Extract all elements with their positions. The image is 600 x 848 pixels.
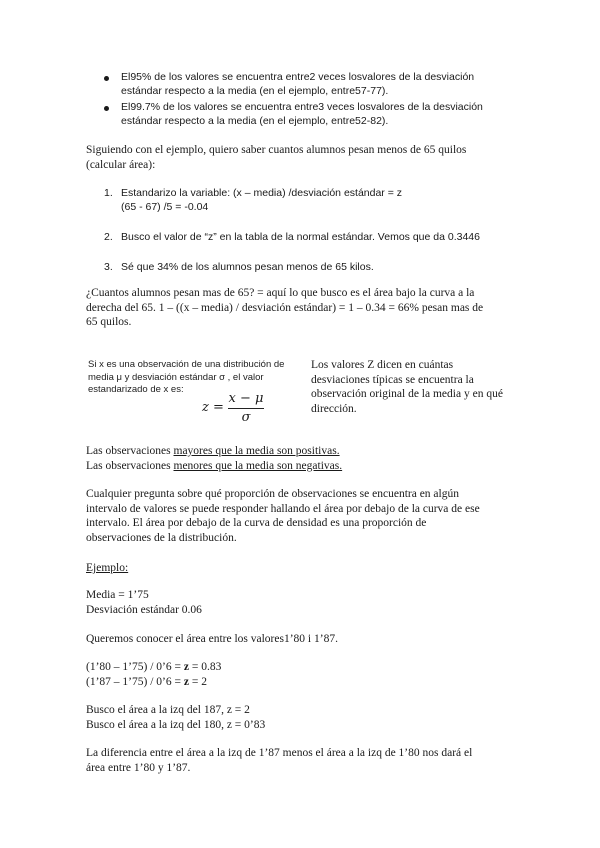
intro-paragraph — [86, 143, 466, 172]
calc-result: = 2 — [188, 675, 207, 688]
text-line: Cualquier pregunta sobre qué proporción de observaciones se encuentra en algún — [86, 488, 459, 500]
text-line — [86, 459, 342, 474]
calc-expr: (1’87 – 1’75) / 0’6 = — [86, 675, 184, 688]
text-prefix: Las observaciones — [86, 445, 174, 457]
calc-line — [86, 675, 221, 690]
step-line: Estandarizo la variable: (x – media) /desviación estándar = z — [121, 187, 403, 199]
bullet-line: El99.7% de los valores se encuentra entre3 veces losvalores de la desviación — [121, 101, 483, 113]
text-line: Busco el área a la izq del 180, z = 0’83 — [86, 718, 266, 731]
step-number: 3. — [104, 261, 113, 273]
text-line — [86, 444, 342, 459]
text-line: Media = 1’75 — [86, 589, 149, 601]
step-item — [121, 186, 402, 214]
step-line: Busco el valor de “z” en la tabla de la normal estándar. Vemos que da 0.3446 — [121, 231, 480, 243]
calc-var: z — [183, 661, 189, 673]
text-line: media μ y desviación estándar σ , el valor — [88, 371, 264, 383]
step-number: 1. — [104, 187, 113, 199]
example-goal: Queremos conocer el área entre los valores1’80 i 1’87. — [86, 633, 338, 645]
calculations — [86, 660, 221, 689]
example-heading: Ejemplo: — [86, 562, 129, 574]
text-line: Los valores Z dicen en cuántas — [311, 359, 454, 371]
formula-lhs: z = — [202, 400, 224, 415]
text-line: estandarizado de x es: — [88, 384, 184, 395]
step-line: (65 - 67) /5 = -0.04 — [121, 201, 209, 213]
step-item — [121, 260, 374, 274]
proportion-paragraph — [86, 487, 480, 545]
calc-expr: (1’80 – 1’75) / 0’6 = — [86, 661, 184, 673]
step-item — [121, 230, 480, 244]
text-line: Si x es una observación de una distribución de — [88, 359, 285, 370]
text-line: Siguiendo con el ejemplo, quiero saber cuantos alumnos pesan menos de 65 quilos — [86, 144, 467, 156]
example-stats — [86, 588, 202, 617]
bullet-line: El95% de los valores se encuentra entre2 veces losvalores de la desviación — [121, 71, 475, 83]
text-line: dirección. — [311, 402, 357, 415]
bullet-line: estándar respecto a la media (en el ejemplo, entre52-82). — [121, 115, 389, 127]
question-more-paragraph — [86, 286, 483, 330]
text-line: Busco el área a la izq del 187, z = 2 — [86, 704, 250, 716]
text-line: ¿Cuantos alumnos pesan mas de 65? = aquí lo que busco es el área bajo la curva a la — [86, 287, 475, 299]
text-line: observación original de la media y en qué — [311, 388, 503, 400]
text-line: área entre 1’80 y 1’87. — [86, 761, 191, 774]
bullet-item — [121, 70, 474, 98]
step-line: Sé que 34% de los alumnos pesan menos de 65 kilos. — [121, 261, 374, 273]
formula-numerator: x − μ — [228, 391, 264, 406]
z-explanation — [311, 358, 503, 416]
bullet-dot-icon — [104, 106, 109, 111]
calc-line — [86, 660, 221, 675]
conclusion-paragraph — [86, 746, 472, 775]
text-line: 65 quilos. — [86, 316, 132, 328]
calc-var: z — [183, 675, 189, 688]
text-line: intervalo de valores se puede responder hallando el área por debajo de la curva de ese — [86, 502, 480, 515]
calc-result: = 0.83 — [188, 661, 222, 673]
standardization-formula-image — [86, 357, 300, 429]
text-line: Desviación estándar 0.06 — [86, 603, 202, 616]
underlined-text: mayores que la media son positivas. — [173, 445, 340, 457]
lookup-lines — [86, 703, 265, 732]
fraction-bar — [228, 408, 264, 409]
text-prefix: Las observaciones — [86, 459, 174, 472]
bullet-line: estándar respecto a la media (en el ejemplo, entre57-77). — [121, 85, 389, 97]
text-line: derecha del 65. 1 – ((x – media) / desviación estándar) = 1 – 0.34 = 66% pesan mas de — [86, 301, 484, 314]
bullet-item — [121, 100, 483, 128]
formula-denominator: σ — [241, 410, 251, 425]
text-line: desviaciones típicas se encuentra la — [311, 373, 474, 386]
text-line: La diferencia entre el área a la izq de 1’87 menos el área a la izq de 1’80 nos dará el — [86, 747, 473, 759]
underlined-text: menores que la media son negativas. — [173, 459, 343, 472]
step-number: 2. — [104, 231, 113, 243]
text-line: intervalo. El área por debajo de la curva de densidad es una proporción de — [86, 517, 427, 529]
bullet-dot-icon — [104, 76, 109, 81]
text-line: (calcular área): — [86, 158, 156, 171]
z-formula — [202, 391, 292, 425]
text-line: observaciones de la distribución. — [86, 531, 237, 544]
observations-sign — [86, 444, 342, 473]
